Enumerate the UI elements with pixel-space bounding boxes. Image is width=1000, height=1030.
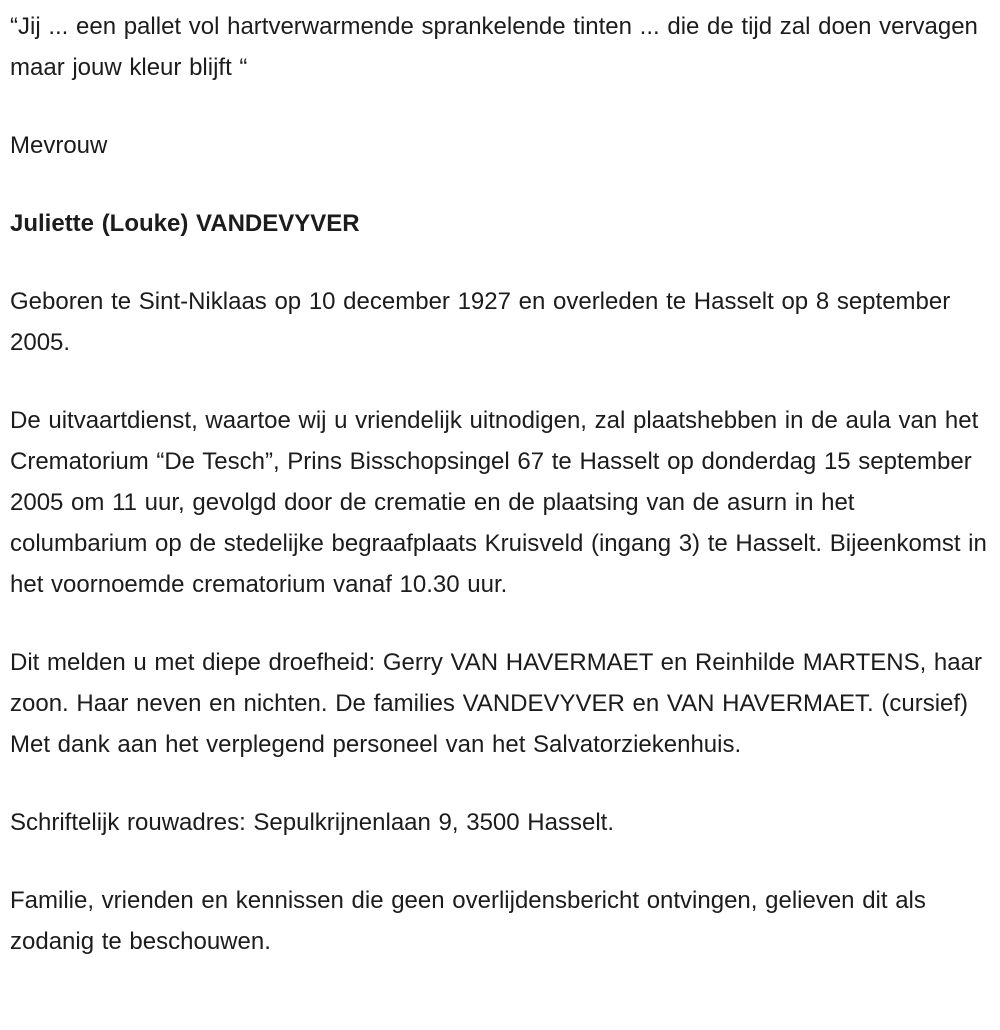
funeral-service-details: De uitvaartdienst, waartoe wij u vriendelijk uitnodigen, zal plaatshebben in de aula van het Crematorium “De Tesch”, Prins Bisschopsingel 67 te Hasselt op donderdag 15 september 2005 om 11 uur, gevolgd door de crematie en de plaatsing van de asurn in het columbarium op de stedelijke begraafplaats Kruisveld (ingang 3) te Hasselt. Bijeenkomst in het voornoemde crematorium vanaf 10.30 uur. — [10, 407, 987, 598]
deceased-name: Juliette (Louke) VANDEVYVER — [10, 210, 360, 237]
condolence-address: Schriftelijk rouwadres: Sepulkrijnenlaan 9, 3500 Hasselt. — [10, 809, 614, 836]
salutation: Mevrouw — [10, 132, 108, 159]
birth-death-line: Geboren te Sint-Niklaas op 10 december 1927 en overleden te Hasselt op 8 september 2005. — [10, 288, 951, 356]
memorial-quote: “Jij ... een pallet vol hartverwarmende sprankelende tinten ... die de tijd zal doen vervagen maar jouw kleur blijft “ — [10, 13, 978, 81]
mourners-paragraph: Dit melden u met diepe droefheid: Gerry VAN HAVERMAET en Reinhilde MARTENS, haar zoon. Haar neven en nichten. De families VANDEVYVER en VAN HAVERMAET. (cursief) Met dank aan het verplegend personeel van het Salvatorziekenhuis. — [10, 649, 982, 758]
general-notice: Familie, vrienden en kennissen die geen overlijdensbericht ontvingen, gelieven dit als zodanig te beschouwen. — [10, 887, 926, 955]
